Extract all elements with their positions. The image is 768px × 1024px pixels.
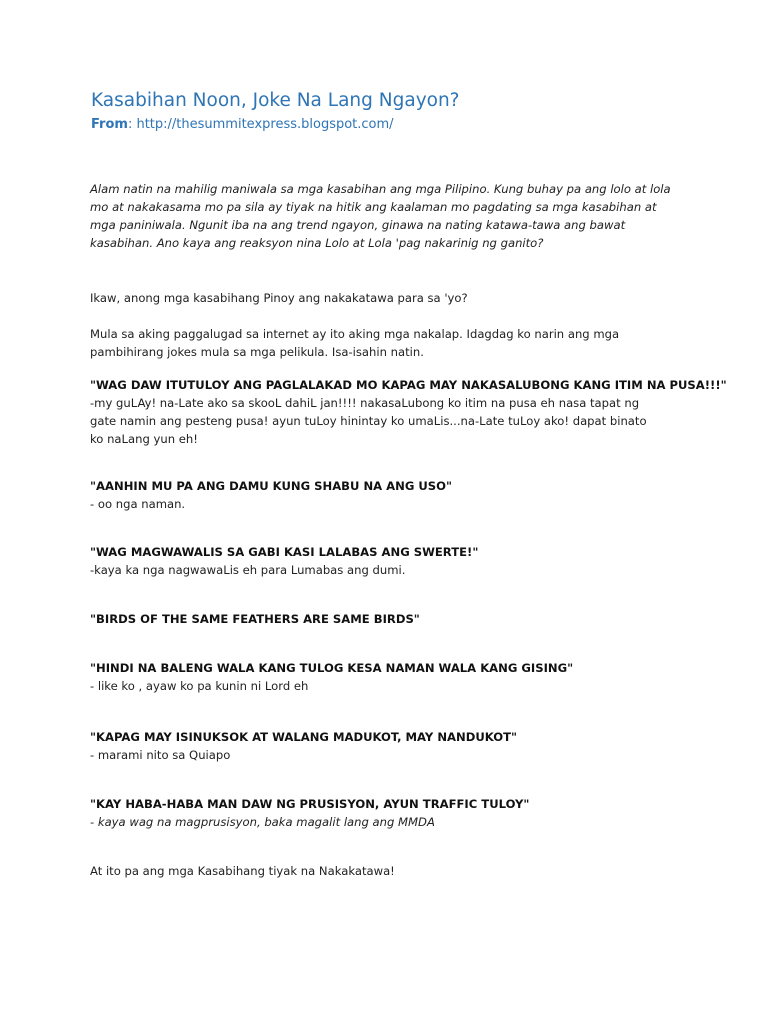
lead-paragraph: Mula sa aking paggalugad sa internet ay ito aking mga nakalap. Idagdag ko narin ang mga pambihirang jokes mula sa mga pelikula. Isa-isahin natin. — [90, 327, 620, 359]
saying-comment: - marami nito sa Quiapo — [90, 748, 231, 762]
saying-entry — [90, 477, 690, 513]
question-paragraph: Ikaw, anong mga kasabihang Pinoy ang nakakatawa para sa 'yo? — [90, 291, 468, 305]
saying-comment: -my guLAy! na-Late ako sa skooL dahiL jan!!!! nakasaLubong ko itim na pusa eh nasa tapat ng gate namin ang pesteng pusa! ayun tuLoy hinintay ko umaLis...na-Late tuLoy ako! dapat binato ko naLang yun eh! — [90, 396, 647, 446]
source-colon: : — [127, 117, 133, 132]
saying-entry — [90, 728, 690, 764]
saying-comment: - like ko , ayaw ko pa kunin ni Lord eh — [90, 679, 309, 693]
source-line — [91, 117, 394, 132]
saying-text: "BIRDS OF THE SAME FEATHERS ARE SAME BIRDS" — [90, 612, 420, 626]
saying-text: "KAPAG MAY ISINUKSOK AT WALANG MADUKOT, MAY NANDUKOT" — [90, 730, 518, 744]
saying-text: "AANHIN MU PA ANG DAMU KUNG SHABU NA ANG USO" — [90, 479, 453, 493]
saying-entry — [90, 376, 727, 448]
closing-paragraph: At ito pa ang mga Kasabihang tiyak na Nakakatawa! — [90, 864, 395, 878]
saying-comment: -kaya ka nga nagwawaLis eh para Lumabas ang dumi. — [90, 563, 406, 577]
source-link[interactable]: http://thesummitexpress.blogspot.com/ — [136, 117, 394, 132]
document-title: Kasabihan Noon, Joke Na Lang Ngayon? — [91, 90, 460, 111]
saying-text: "HINDI NA BALENG WALA KANG TULOG KESA NAMAN WALA KANG GISING" — [90, 661, 574, 675]
saying-comment: - kaya wag na magprusisyon, baka magalit lang ang MMDA — [90, 815, 435, 829]
saying-entry — [90, 659, 690, 695]
saying-comment: - oo nga naman. — [90, 497, 186, 511]
intro-paragraph: Alam natin na mahilig maniwala sa mga kasabihan ang mga Pilipino. Kung buhay pa ang lolo at lola mo at nakakasama mo pa sila ay tiyak na hitik ang kaalaman mo pagdating sa mga kasabihan at mga paniniwala. Ngunit iba na ang trend ngayon, ginawa na nating katawa-tawa ang bawat kasabihan. Ano kaya ang reaksyon nina Lolo at Lola 'pag nakarinig ng ganito? — [90, 182, 671, 250]
saying-entry — [90, 795, 690, 831]
saying-text: "WAG DAW ITUTULOY ANG PAGLALAKAD MO KAPAG MAY NAKASALUBONG KANG ITIM NA PUSA!!!" — [90, 378, 727, 392]
saying-text: "KAY HABA-HABA MAN DAW NG PRUSISYON, AYUN TRAFFIC TULOY" — [90, 797, 530, 811]
saying-text: "WAG MAGWAWALIS SA GABI KASI LALABAS ANG SWERTE!" — [90, 545, 479, 559]
source-label: From — [91, 117, 128, 132]
saying-entry — [90, 610, 690, 628]
saying-entry — [90, 543, 690, 579]
